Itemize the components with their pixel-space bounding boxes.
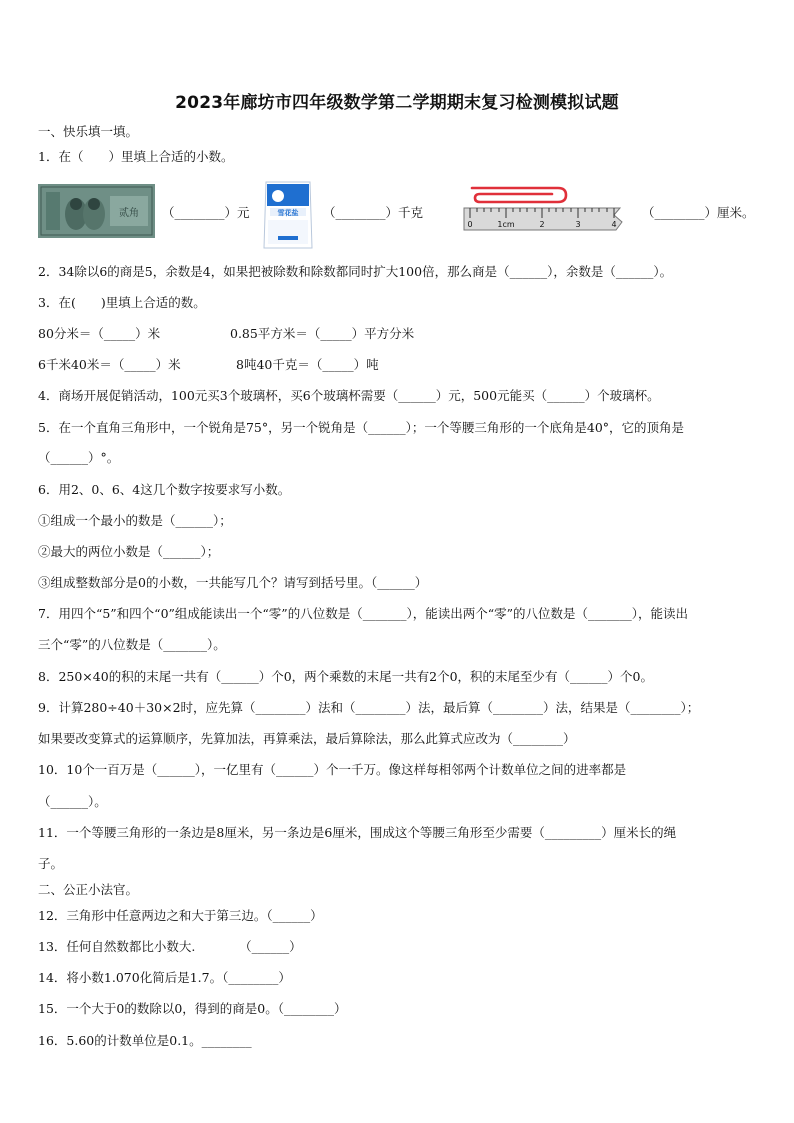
question-7-line-2: 三个“零”的八位数是（_______）。 bbox=[38, 637, 226, 652]
bag-text: 雪花盐 bbox=[277, 209, 299, 217]
question-10-line-1: 10．10个一百万是（______），一亿里有（______）个一千万。像这样每相邻两个计数单位之间的进率都是 bbox=[38, 762, 627, 777]
question-6-a: ①组成一个最小的数是（______）； bbox=[38, 513, 232, 528]
salt-bag-icon bbox=[262, 180, 314, 252]
question-4: 4．商场开展促销活动，100元买3个玻璃杯，买6个玻璃杯需要（______）元，500元能买（______）个玻璃杯。 bbox=[38, 388, 660, 403]
question-6: 6．用2、0、6、4这几个数字按要求写小数。 bbox=[38, 482, 291, 497]
banknote-text: 贰角 bbox=[119, 208, 139, 219]
question-3-c: 6千米40米＝（_____）米 bbox=[38, 357, 181, 372]
question-3-b: 0.85平方米＝（_____）平方分米 bbox=[230, 326, 415, 341]
question-6-c: ③组成整数部分是0的小数，一共能写几个？请写到括号里。（______） bbox=[38, 575, 428, 590]
question-2: 2．34除以6的商是5，余数是4，如果把被除数和除数都同时扩大100倍，那么商是（______），余数是（______）。 bbox=[38, 264, 673, 279]
question-7-line-1: 7．用四个“5”和四个“0”组成能读出一个“零”的八位数是（_______），能读出两个“零”的八位数是（_______），能读出 bbox=[38, 606, 688, 621]
question-9-line-2: 如果要改变算式的运算顺序，先算加法，再算乘法，最后算除法，那么此算式应改为（________） bbox=[38, 731, 576, 746]
page-title: 2023年廊坊市四年级数学第二学期期末复习检测模拟试题 bbox=[175, 93, 619, 113]
question-3-a: 80分米＝（_____）米 bbox=[38, 326, 161, 341]
question-3: 3．在( )里填上合适的数。 bbox=[38, 295, 206, 310]
question-12: 12．三角形中任意两边之和大于第三边。（______） bbox=[38, 908, 323, 923]
blank-kilogram: （________）千克 bbox=[323, 205, 424, 220]
question-3-d: 8吨40千克＝（_____）吨 bbox=[236, 357, 379, 372]
question-11-line-2: 子。 bbox=[38, 856, 64, 871]
question-5-line-2: （______）°。 bbox=[38, 450, 120, 465]
question-16: 16．5.60的计数单位是0.1。________ bbox=[38, 1033, 252, 1048]
blank-centimeter: （________）厘米。 bbox=[642, 205, 755, 220]
question-1: 1．在（ ）里填上合适的小数。 bbox=[38, 149, 234, 164]
question-11-line-1: 11．一个等腰三角形的一条边是8厘米，另一条边是6厘米，围成这个等腰三角形至少需要（_________）厘米长的绳 bbox=[38, 825, 677, 840]
paperclip-ruler-icon bbox=[462, 182, 630, 238]
question-6-b: ②最大的两位小数是（______）； bbox=[38, 544, 220, 559]
question-1-images bbox=[38, 180, 758, 240]
ruler-label-2: 2 bbox=[539, 220, 545, 229]
ruler-label-3: 3 bbox=[575, 220, 581, 229]
ruler-label-0: 0 bbox=[467, 220, 473, 229]
section-heading-1: 一、快乐填一填。 bbox=[38, 124, 139, 139]
question-8: 8．250×40的积的末尾一共有（______）个0，两个乘数的末尾一共有2个0，积的末尾至少有（______）个0。 bbox=[38, 669, 654, 684]
blank-yuan: （________）元 bbox=[162, 205, 250, 220]
question-14: 14．将小数1.070化简后是1.7。（________） bbox=[38, 970, 291, 985]
question-13: 13．任何自然数都比小数大. （______） bbox=[38, 939, 302, 954]
question-5-line-1: 5．在一个直角三角形中，一个锐角是75°，另一个锐角是（______）；一个等腰三角形的一个底角是40°，它的顶角是 bbox=[38, 420, 685, 435]
ruler-label-1: 1cm bbox=[497, 220, 515, 229]
banknote-icon bbox=[38, 184, 155, 238]
section-heading-2: 二、公正小法官。 bbox=[38, 882, 139, 897]
question-10-line-2: （______）。 bbox=[38, 794, 107, 809]
question-9-line-1: 9．计算280÷40＋30×2时，应先算（________）法和（________）法，最后算（________）法，结果是（________）； bbox=[38, 700, 700, 715]
ruler-label-4: 4 bbox=[611, 220, 617, 229]
question-15: 15．一个大于0的数除以0，得到的商是0。（________） bbox=[38, 1001, 347, 1016]
